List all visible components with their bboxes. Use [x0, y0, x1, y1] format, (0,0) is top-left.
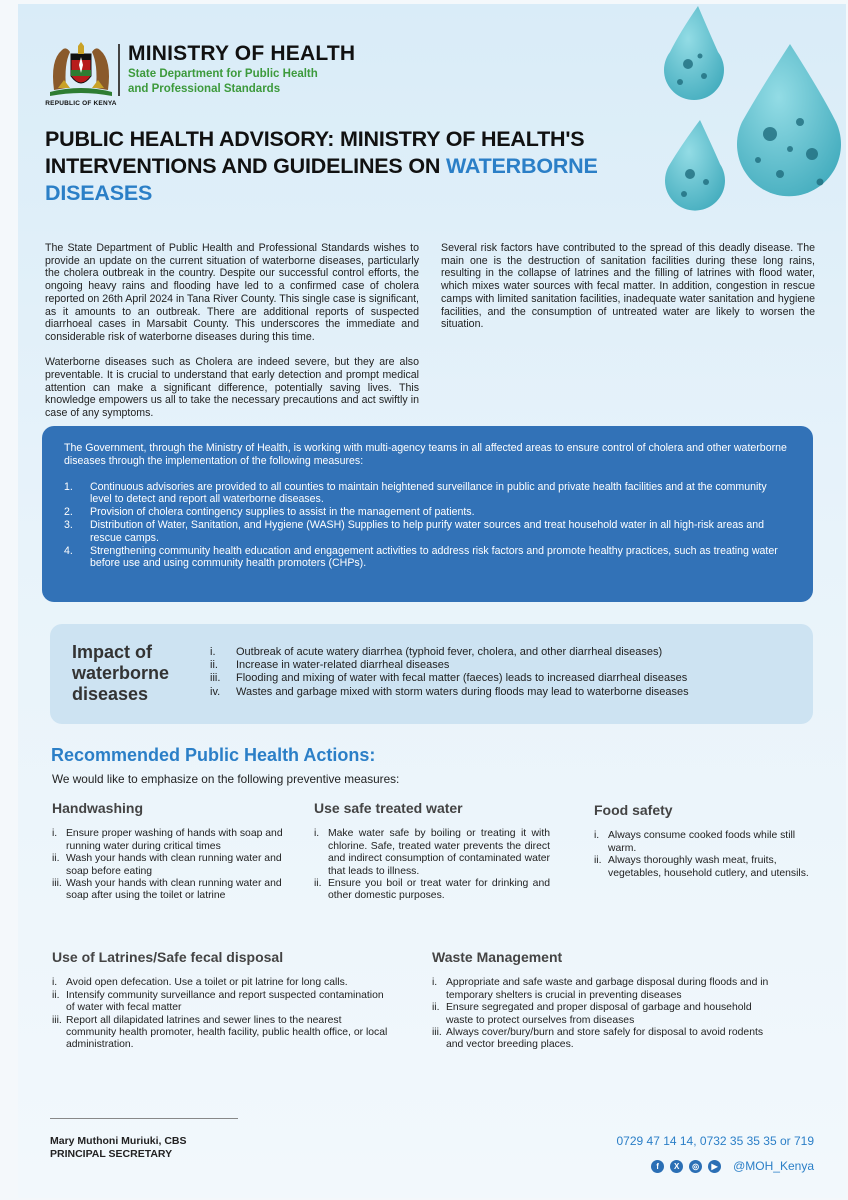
header-divider — [118, 44, 120, 96]
intro-paragraph-1: The State Department of Public Health and Professional Standards wishes to provide an update on the current situation of waterborne diseases, particularly the cholera outbreak in the country. Despite our successful control efforts, the ongoing heavy rains and flooding have led to a confirmed case of cholera reported on 26th April 2024 in Tana River County. This single case is significant, as it amounts to an outbreak. There are additional reports of suspected diarrhoeal cases in Marsabit County. This underscores the immediate and considerable risk of waterborne diseases during this time. — [45, 242, 419, 343]
food-safety-title: Food safety — [594, 802, 673, 818]
safe-water-item: i. Make water safe by boiling or treating it with chlorine. Safe, treated water prevents the direct and indirect consumption of contaminated water that leads to illness. — [314, 828, 550, 877]
impact-item: iii. Flooding and mixing of water with fecal matter (faeces) leads to increased diarrheal diseases — [210, 672, 688, 685]
waste-management-title: Waste Management — [432, 949, 563, 965]
handwashing-item: i. Ensure proper washing of hands with soap and running water during critical times — [52, 828, 283, 852]
department-line-1: State Department for Public Health — [128, 68, 318, 80]
latrines-section — [52, 951, 392, 1052]
impact-item: iv. Wastes and garbage mixed with storm waters during floods may lead to waterborne diseases — [210, 685, 689, 698]
measure-item: 3. Distribution of Water, Sanitation, and Hygiene (WASH) Supplies to help purify water sources and treat household water in all high-risk areas and rescue camps. — [64, 518, 765, 544]
department-line-2: and Professional Standards — [128, 83, 281, 95]
latrines-title: Use of Latrines/Safe fecal disposal — [52, 949, 284, 965]
food-safety-item: i. Always consume cooked foods while still warm. — [594, 830, 796, 854]
food-safety-section — [594, 804, 814, 880]
safe-water-item: ii. Ensure you boil or treat water for drinking and other domestic purposes. — [314, 878, 550, 902]
latrines-item: ii. Intensify community surveillance and report suspected contamination of water with fecal matter — [52, 989, 384, 1014]
food-safety-item: ii. Always thoroughly wash meat, fruits, vegetables, household cutlery, and utensils. — [594, 855, 809, 879]
safe-water-list — [314, 828, 550, 902]
safe-water-title: Use safe treated water — [314, 800, 463, 816]
handwashing-title: Handwashing — [52, 800, 144, 816]
waste-management-list — [432, 977, 772, 1051]
signatory-title: PRINCIPAL SECRETARY — [50, 1148, 173, 1160]
handwashing-section — [52, 802, 297, 903]
intro-text — [45, 242, 815, 420]
signature-line — [50, 1118, 238, 1119]
advisory-page — [18, 4, 846, 1198]
impact-box — [50, 624, 813, 724]
social-handle[interactable]: @MOH_Kenya — [733, 1159, 814, 1173]
signatory-name: Mary Muthoni Muriuki, CBS — [50, 1135, 187, 1147]
kenya-coat-of-arms-logo — [44, 40, 118, 107]
latrines-item: iii. Report all dilapidated latrines and sewer lines to the nearest community health promoter, health facility, public health office, or local administration. — [52, 1014, 388, 1051]
coat-of-arms-icon — [44, 40, 118, 98]
government-measures-box — [42, 426, 813, 602]
instagram-icon[interactable]: ◎ — [689, 1160, 702, 1173]
ministry-heading — [128, 42, 355, 96]
ministry-name: MINISTRY OF HEALTH — [128, 42, 356, 65]
handwashing-item: iii. Wash your hands with clean running water and soap after using the toilet or latrine — [52, 878, 282, 902]
impact-item: i. Outbreak of acute watery diarrhea (typhoid fever, cholera, and other diarrheal diseases) — [210, 646, 663, 658]
facebook-icon[interactable]: f — [651, 1160, 664, 1173]
waste-management-item: ii. Ensure segregated and proper disposal of garbage and household waste to protect ourselves from diseases — [432, 1002, 752, 1026]
government-measures-list — [64, 481, 791, 571]
government-intro: The Government, through the Ministry of Health, is working with multi-agency teams in all affected areas to ensure control of cholera and other waterborne diseases through the implementation of the following measures: — [64, 442, 787, 467]
intro-paragraph-2: Waterborne diseases such as Cholera are indeed severe, but they are also preventable. It is crucial to understand that early detection and prompt medical attention can make a significant difference, potentially saving lives. This knowledge empowers us all to take the necessary precautions and act swiftly in case of any symptoms. — [45, 356, 419, 419]
handwashing-item: ii. Wash your hands with clean running water and soap before eating — [52, 853, 282, 877]
measure-item: 1. Continuous advisories are provided to all counties to maintain heightened surveillance in public and private health facilities and at the community level to detect and report all waterborne diseases. — [64, 480, 767, 506]
safe-water-section — [314, 802, 550, 903]
latrines-item: i. Avoid open defecation. Use a toilet or pit latrine for long calls. — [52, 977, 348, 989]
intro-column-right — [441, 242, 815, 420]
waste-management-item: i. Appropriate and safe waste and garbage disposal during floods and in temporary shelters is crucial in preventing diseases — [432, 977, 769, 1001]
contact-phones: 0729 47 14 14, 0732 35 35 35 or 719 — [616, 1134, 814, 1148]
impact-title: Impact of waterborne diseases — [72, 642, 170, 704]
impact-list — [210, 646, 689, 699]
waste-management-item: iii. Always cover/bury/burn and store safely for disposal to avoid rodents and vector breeding places. — [432, 1027, 764, 1051]
impact-item: ii. Increase in water-related diarrheal diseases — [210, 659, 450, 672]
recommended-subtitle: We would like to emphasize on the following preventive measures: — [52, 772, 400, 786]
water-drop-small-bottom — [665, 120, 725, 211]
measure-item: 4. Strengthening community health education and engagement activities to address risk factors and promote healthy practices, such as treating water before use and using community health promoters (CHPs). — [64, 544, 778, 570]
x-twitter-icon[interactable]: X — [670, 1160, 683, 1173]
water-drop-large — [737, 44, 841, 196]
title-highlight: WATERBORNE DISEASES — [45, 154, 598, 205]
handwashing-list — [52, 828, 297, 902]
youtube-icon[interactable]: ▶ — [708, 1160, 721, 1173]
advisory-title — [45, 126, 645, 207]
recommended-title: Recommended Public Health Actions: — [51, 745, 376, 765]
measure-item: 2. Provision of cholera contingency supplies to assist in the management of patients. — [64, 506, 475, 519]
latrines-list — [52, 977, 392, 1051]
water-droplets-illustration — [640, 4, 846, 234]
title-text: PUBLIC HEALTH ADVISORY: MINISTRY OF HEALTH'S INTERVENTIONS AND GUIDELINES ON — [45, 127, 585, 178]
intro-paragraph-3: Several risk factors have contributed to the spread of this deadly disease. The main one is the destruction of sanitation facilities during these long rains, resulting in the collapse of latrines and the filling of latrines with flood water, which mixes water sources with fecal matter. In addition, congestion in rescue camps with limited sanitation facilities, inadequate water sanitation and hygiene facilities, and the consumption of untreated water are likely to worsen the situation. — [441, 242, 815, 331]
intro-column-left — [45, 242, 419, 420]
food-safety-list — [594, 830, 814, 880]
waste-management-section — [432, 951, 772, 1052]
water-drop-small-top — [664, 6, 724, 100]
social-links — [651, 1159, 814, 1173]
logo-caption: REPUBLIC OF KENYA — [45, 100, 117, 107]
